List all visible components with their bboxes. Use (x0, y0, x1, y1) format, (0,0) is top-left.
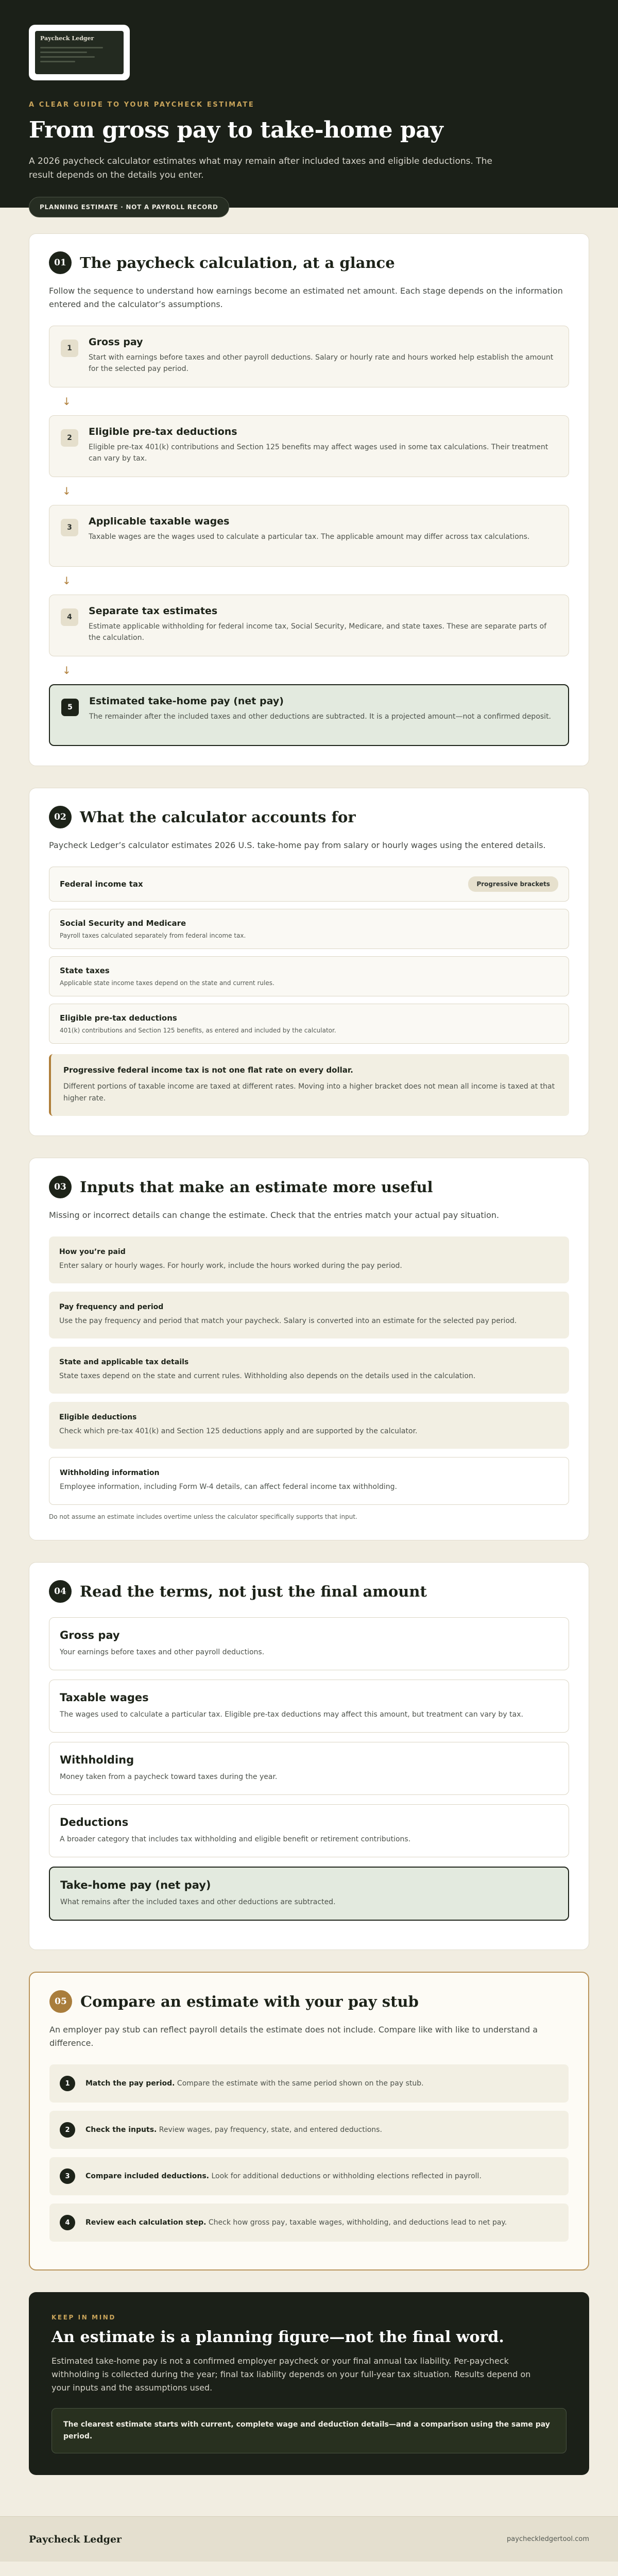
section-header (49, 1580, 569, 1603)
term-taxable-wages (49, 1680, 569, 1733)
section-header (49, 806, 569, 828)
step-description: Start with earnings before taxes and other payroll deductions. Salary or hourly rate and hours worked help establish the amount for the selected pay period. (89, 353, 554, 373)
section-header (49, 1176, 569, 1198)
compare-step-review (49, 2204, 569, 2242)
section-title: Read the terms, not just the final amount (80, 1583, 427, 1600)
keep-in-mind-text: Estimated take-home pay is not a confirmed employer paycheck or your final annual tax liability. Per-paycheck withholding is collected during the year; final tax liability depends on your full-year tax situation. Results depend on your inputs and the assumptions used. (52, 2356, 531, 2393)
input-description: Employee information, including Form W-4 details, can affect federal income tax withholding. (60, 1483, 397, 1491)
step-title: Separate tax estimates (89, 605, 218, 617)
logo-decoration (40, 61, 75, 62)
term-title: Gross pay (60, 1629, 120, 1641)
input-eligible-deductions (49, 1402, 569, 1449)
site-footer (0, 2516, 618, 2562)
term-description: Money taken from a paycheck toward taxes during the year. (60, 1773, 278, 1781)
progressive-brackets-tag: Progressive brackets (468, 876, 558, 892)
step-number: 4 (61, 608, 78, 626)
arrow-down-icon: ↓ (62, 664, 71, 676)
step-description: Estimate applicable withholding for federal income tax, Social Security, Medicare, and state taxes. These are separate parts of the calculation. (89, 622, 547, 642)
keep-in-mind-eyebrow: KEEP IN MIND (52, 2314, 116, 2321)
input-description: Enter salary or hourly wages. For hourly work, include the hours worked during the pay period. (59, 1262, 402, 1270)
factor-social-security-medicare (49, 909, 569, 949)
compare-step-lead: Review each calculation step. (85, 2218, 207, 2227)
compare-steps (49, 2064, 569, 2242)
section-intro: Missing or incorrect details can change the estimate. Check that the entries match your actual pay situation. (49, 1210, 500, 1220)
arrow-down-icon: ↓ (62, 395, 71, 408)
keep-in-mind-note: The clearest estimate starts with current, complete wage and deduction details—and a comparison using the same pay period. (52, 2408, 566, 2453)
compare-step-number: 4 (60, 2215, 75, 2230)
compare-step-match-period (49, 2064, 569, 2103)
footer-site-link[interactable]: paycheckledgertool.com (507, 2535, 589, 2543)
term-title: Deductions (60, 1816, 129, 1828)
factor-description: Applicable state income taxes depend on the state and current rules. (60, 979, 274, 987)
compare-step-body: Check how gross pay, taxable wages, withholding, and deductions lead to net pay. (206, 2218, 507, 2227)
step-number: 3 (61, 519, 78, 536)
arrow-down-icon: ↓ (62, 485, 71, 497)
input-title: How you’re paid (59, 1248, 126, 1256)
callout-title: Progressive federal income tax is not one flat rate on every dollar. (63, 1065, 353, 1075)
step-number: 5 (61, 699, 79, 716)
factor-state-taxes (49, 956, 569, 996)
section-calculation-overview (29, 233, 589, 766)
logo-image (35, 31, 124, 74)
step-title: Estimated take-home pay (net pay) (89, 696, 284, 707)
calculation-steps (49, 326, 569, 746)
section-number-badge: 05 (49, 1990, 72, 2013)
term-withholding (49, 1742, 569, 1795)
step-pre-tax-deductions (49, 415, 569, 477)
section-number-badge: 03 (49, 1176, 72, 1198)
step-title: Eligible pre-tax deductions (89, 426, 237, 437)
input-title: Pay frequency and period (59, 1303, 164, 1311)
section-intro: An employer pay stub can reflect payroll details the estimate does not include. Compare like with like to understand a difference. (49, 2025, 538, 2048)
step-gross-pay (49, 326, 569, 387)
step-taxable-wages (49, 505, 569, 567)
compare-step-lead: Check the inputs. (85, 2126, 157, 2134)
factor-title: Social Security and Medicare (60, 919, 186, 928)
compare-step-body: Look for additional deductions or withholding elections reflected in payroll. (209, 2172, 482, 2180)
term-description: The wages used to calculate a particular tax. Eligible pre-tax deductions may affect this amount, but treatment can vary by tax. (60, 1710, 523, 1719)
section-inputs (29, 1158, 589, 1540)
section-header (49, 1990, 569, 2013)
step-description: Taxable wages are the wages used to calculate a particular tax. The applicable amount may differ across tax calculations. (89, 533, 530, 541)
step-number: 1 (61, 340, 78, 357)
section-calculator-accounts (29, 788, 589, 1136)
section-intro: Paycheck Ledger’s calculator estimates 2026 U.S. take-home pay from salary or hourly wages using the entered details. (49, 840, 546, 850)
progressive-tax-callout (49, 1054, 569, 1116)
input-withholding-info (49, 1457, 569, 1505)
input-how-paid (49, 1236, 569, 1283)
factor-title: Federal income tax (60, 879, 143, 889)
section-number-badge: 02 (49, 806, 72, 828)
step-description: Eligible pre-tax 401(k) contributions and Section 125 benefits may affect wages used in some tax calculations. Their treatment can vary by tax. (89, 443, 548, 463)
logo-decoration (40, 52, 87, 53)
overtime-note: Do not assume an estimate includes overtime unless the calculator specifically supports that input. (49, 1513, 357, 1520)
factor-description: Payroll taxes calculated separately from federal income tax. (60, 932, 246, 939)
factor-federal-income-tax (49, 867, 569, 902)
compare-step-text (85, 2076, 424, 2090)
input-title: State and applicable tax details (59, 1358, 189, 1366)
term-description: Your earnings before taxes and other payroll deductions. (60, 1648, 265, 1656)
compare-step-deductions (49, 2157, 569, 2195)
step-title: Applicable taxable wages (89, 516, 230, 527)
input-title: Withholding information (60, 1469, 160, 1477)
term-title: Taxable wages (60, 1691, 149, 1704)
input-description: Check which pre-tax 401(k) and Section 125 deductions apply and are supported by the calculator. (59, 1427, 418, 1435)
section-intro: Follow the sequence to understand how earnings become an estimated net amount. Each stage depends on the information entered and the calculator’s assumptions. (49, 286, 563, 309)
term-title: Withholding (60, 1754, 134, 1766)
input-list (49, 1236, 569, 1505)
term-gross-pay (49, 1617, 569, 1670)
logo-decoration (40, 56, 95, 58)
logo-title: Paycheck Ledger (40, 35, 94, 42)
main-content (0, 208, 618, 2496)
section-number-badge: 04 (49, 1580, 72, 1603)
section-terms (29, 1562, 589, 1950)
compare-step-body: Review wages, pay frequency, state, and entered deductions. (157, 2126, 382, 2134)
term-deductions (49, 1804, 569, 1857)
section-number-badge: 01 (49, 251, 72, 274)
section-title: Compare an estimate with your pay stub (80, 1993, 419, 2010)
step-number: 2 (61, 429, 78, 447)
section-header (49, 251, 569, 274)
compare-step-text (85, 2168, 482, 2182)
input-state-tax-details (49, 1347, 569, 1394)
compare-step-text (85, 2122, 382, 2136)
section-title: The paycheck calculation, at a glance (80, 254, 395, 272)
section-title: What the calculator accounts for (80, 808, 356, 826)
arrow-down-icon: ↓ (62, 574, 71, 587)
hero-eyebrow: A CLEAR GUIDE TO YOUR PAYCHECK ESTIMATE (29, 101, 255, 109)
factor-title: Eligible pre-tax deductions (60, 1013, 177, 1023)
hero (0, 0, 618, 211)
compare-step-lead: Match the pay period. (85, 2079, 175, 2088)
step-tax-estimates (49, 595, 569, 656)
compare-step-text (85, 2215, 507, 2229)
term-list (49, 1617, 569, 1921)
logo-decoration (40, 47, 103, 48)
input-title: Eligible deductions (59, 1413, 137, 1421)
term-description: What remains after the included taxes and other deductions are subtracted. (60, 1898, 336, 1906)
hero-subtitle: A 2026 paycheck calculator estimates what may remain after included taxes and eligible deductions. The result depends on the details you enter. (29, 156, 492, 180)
term-title: Take-home pay (net pay) (60, 1879, 211, 1891)
compare-step-check-inputs (49, 2111, 569, 2149)
factor-pre-tax-deductions (49, 1004, 569, 1044)
input-pay-frequency (49, 1292, 569, 1338)
factor-list (49, 867, 569, 1044)
keep-in-mind-title: An estimate is a planning figure—not the final word. (52, 2328, 504, 2346)
callout-text: Different portions of taxable income are taxed at different rates. Moving into a higher bracket does not mean all income is taxed at that higher rate. (63, 1082, 555, 1103)
compare-step-number: 1 (60, 2076, 75, 2091)
step-take-home-pay (49, 684, 569, 746)
input-description: State taxes depend on the state and current rules. Withholding also depends on the details used in the calculation. (59, 1372, 476, 1380)
planning-estimate-badge: PLANNING ESTIMATE · NOT A PAYROLL RECORD (29, 197, 229, 217)
page-title: From gross pay to take-home pay (29, 117, 443, 143)
section-title: Inputs that make an estimate more useful (80, 1178, 433, 1196)
site-logo[interactable] (29, 25, 130, 80)
factor-title: State taxes (60, 966, 110, 975)
term-take-home-pay (49, 1867, 569, 1921)
term-description: A broader category that includes tax withholding and eligible benefit or retirement contributions. (60, 1835, 411, 1843)
footer-brand[interactable]: Paycheck Ledger (29, 2533, 122, 2545)
section-compare-pay-stub (29, 1972, 589, 2270)
compare-step-number: 2 (60, 2122, 75, 2138)
compare-step-lead: Compare included deductions. (85, 2172, 209, 2180)
keep-in-mind-panel (29, 2292, 589, 2475)
step-title: Gross pay (89, 336, 143, 348)
factor-description: 401(k) contributions and Section 125 benefits, as entered and included by the calculator. (60, 1027, 336, 1034)
input-description: Use the pay frequency and period that match your paycheck. Salary is converted into an estimate for the selected pay period. (59, 1317, 517, 1325)
compare-step-body: Compare the estimate with the same period shown on the pay stub. (175, 2079, 424, 2088)
step-description: The remainder after the included taxes and other deductions are subtracted. It is a projected amount—not a confirmed deposit. (89, 713, 552, 721)
compare-step-number: 3 (60, 2168, 75, 2184)
